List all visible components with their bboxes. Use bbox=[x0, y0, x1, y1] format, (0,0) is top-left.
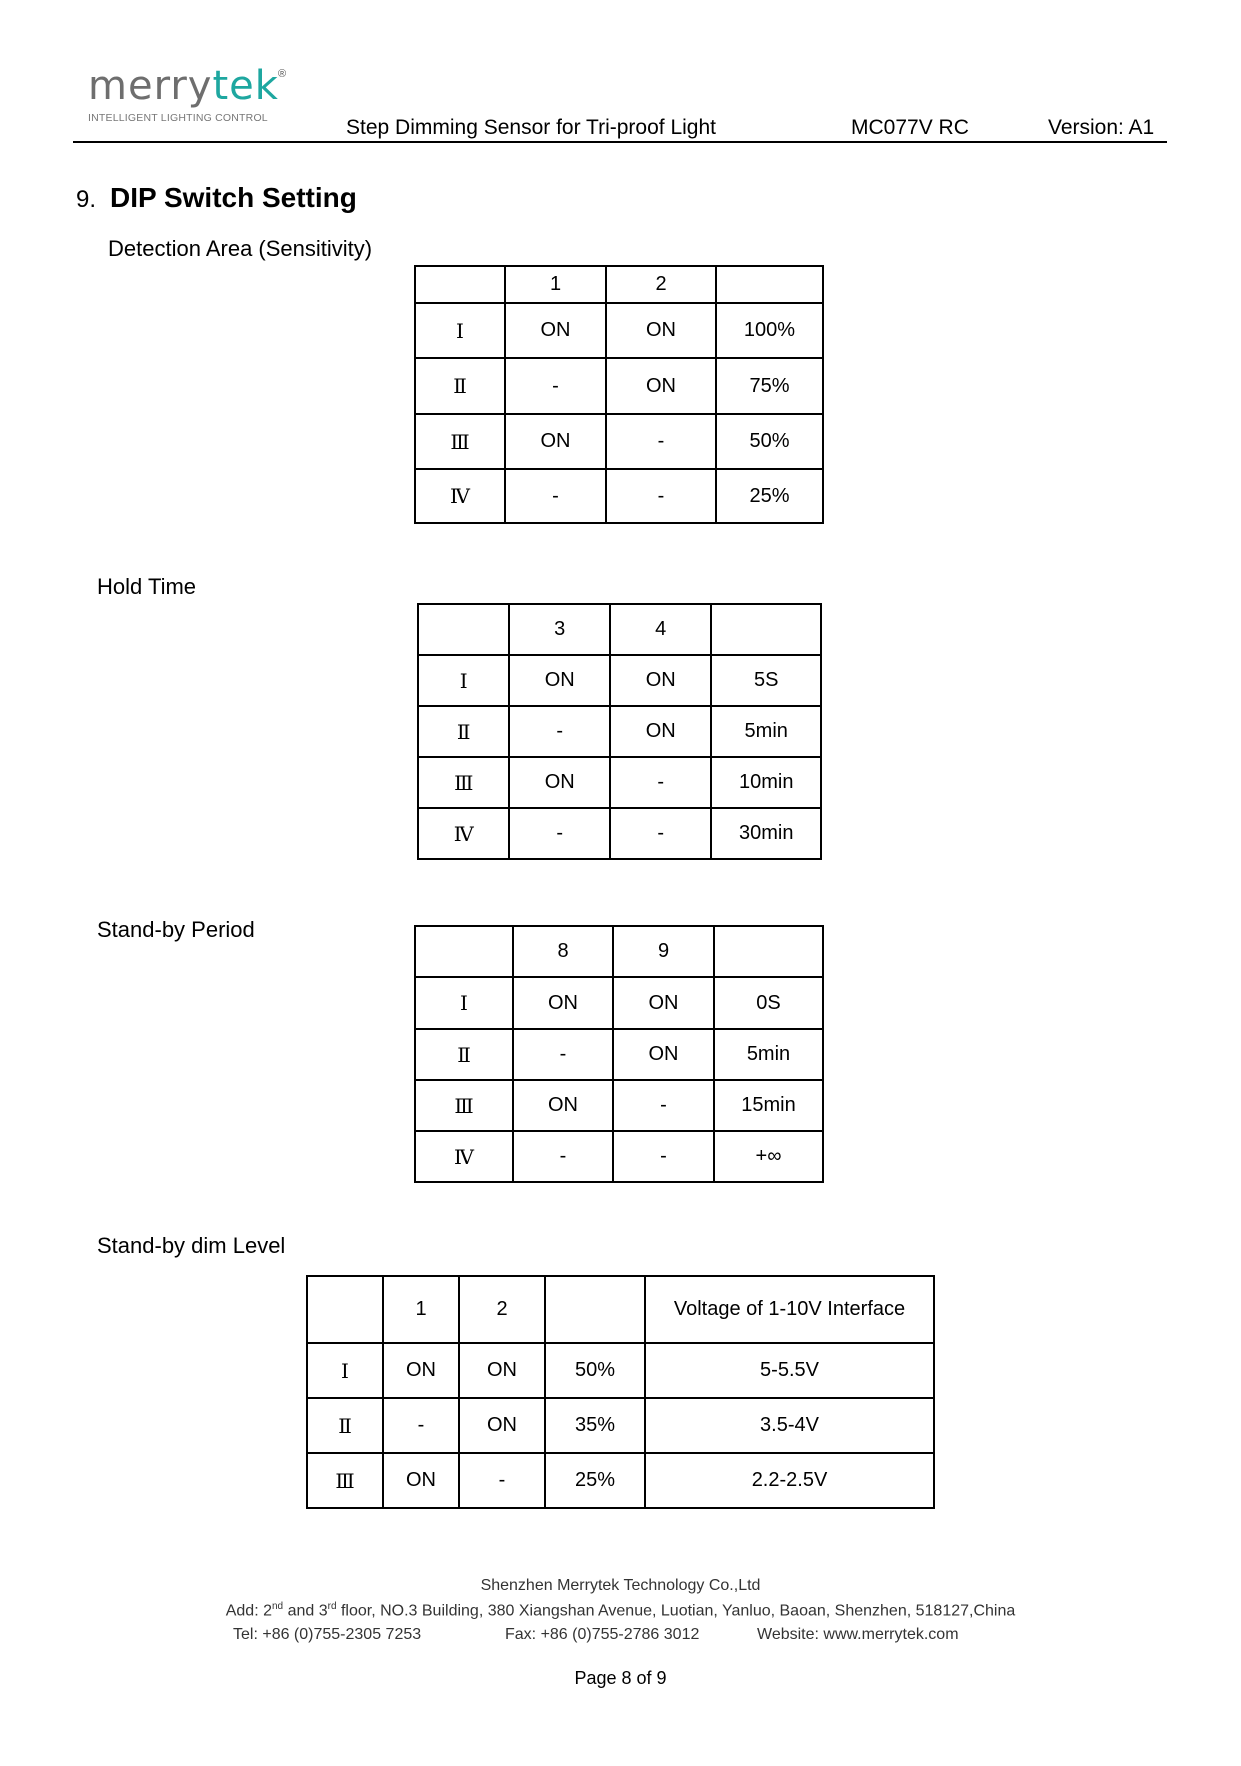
table-cell: ON bbox=[606, 303, 716, 358]
table-header-row bbox=[415, 266, 823, 303]
table-cell: 50% bbox=[545, 1343, 645, 1398]
table-cell: 5S bbox=[711, 655, 821, 706]
hold-time-heading: Hold Time bbox=[97, 574, 197, 599]
table-cell: 1 bbox=[505, 266, 606, 303]
table-cell: Ⅳ bbox=[418, 808, 509, 859]
table-header-row bbox=[415, 926, 823, 977]
table-cell: 0S bbox=[714, 977, 823, 1029]
table-cell: ON bbox=[459, 1398, 545, 1453]
table-cell bbox=[716, 266, 823, 303]
table-row bbox=[415, 414, 823, 469]
table-row bbox=[415, 303, 823, 358]
page-number: Page 8 of 9 bbox=[574, 1668, 667, 1688]
table-cell: 2 bbox=[459, 1276, 545, 1343]
table-cell: - bbox=[606, 414, 716, 469]
table-header-row bbox=[307, 1276, 934, 1343]
table-row bbox=[307, 1398, 934, 1453]
table-cell: - bbox=[606, 469, 716, 523]
table-cell: Ⅰ bbox=[415, 977, 513, 1029]
table-row bbox=[418, 706, 821, 757]
table-cell: 4 bbox=[610, 604, 712, 655]
model-number: MC077V RC bbox=[851, 116, 969, 139]
footer-company: Shenzhen Merrytek Technology Co.,Ltd bbox=[480, 1577, 761, 1594]
table-cell: Ⅱ bbox=[415, 1029, 513, 1080]
table-row bbox=[415, 358, 823, 414]
document-version: Version: A1 bbox=[1048, 116, 1155, 139]
table-cell: 9 bbox=[613, 926, 714, 977]
table-row bbox=[418, 808, 821, 859]
table-cell: Ⅰ bbox=[418, 655, 509, 706]
table-row bbox=[418, 655, 821, 706]
table-cell bbox=[714, 926, 823, 977]
table-cell: 5-5.5V bbox=[645, 1343, 934, 1398]
table-cell: 15min bbox=[714, 1080, 823, 1131]
table-header-row bbox=[418, 604, 821, 655]
table-row bbox=[307, 1343, 934, 1398]
table-cell: ON bbox=[505, 303, 606, 358]
table-cell: 25% bbox=[545, 1453, 645, 1508]
table-cell: Ⅲ bbox=[415, 414, 505, 469]
section-number: 9. bbox=[76, 186, 97, 213]
table-cell: Ⅱ bbox=[307, 1398, 383, 1453]
section-title: DIP Switch Setting bbox=[110, 182, 357, 213]
table-cell: ON bbox=[383, 1343, 459, 1398]
table-cell bbox=[418, 604, 509, 655]
table-cell bbox=[307, 1276, 383, 1343]
table-cell: ON bbox=[610, 706, 712, 757]
table-cell: - bbox=[613, 1131, 714, 1182]
table-cell: - bbox=[459, 1453, 545, 1508]
table-cell: Ⅲ bbox=[418, 757, 509, 808]
table-cell: 100% bbox=[716, 303, 823, 358]
table-cell: Ⅱ bbox=[418, 706, 509, 757]
footer-fax: Fax: +86 (0)755-2786 3012 bbox=[505, 1626, 700, 1643]
table-cell: - bbox=[613, 1080, 714, 1131]
table-cell: ON bbox=[505, 414, 606, 469]
standby-period-table bbox=[414, 925, 824, 1183]
hold-time-table bbox=[417, 603, 822, 860]
table-cell bbox=[415, 266, 505, 303]
table-row bbox=[415, 1131, 823, 1182]
table-cell: 25% bbox=[716, 469, 823, 523]
table-cell: ON bbox=[459, 1343, 545, 1398]
table-cell: - bbox=[513, 1131, 613, 1182]
table-cell: Ⅲ bbox=[307, 1453, 383, 1508]
table-row bbox=[415, 1029, 823, 1080]
table-cell: ON bbox=[613, 977, 714, 1029]
table-cell: ON bbox=[509, 655, 609, 706]
table-cell: - bbox=[513, 1029, 613, 1080]
table-cell: 50% bbox=[716, 414, 823, 469]
table-row bbox=[418, 757, 821, 808]
table-cell: 30min bbox=[711, 808, 821, 859]
detection-area-table bbox=[414, 265, 824, 524]
table-row bbox=[307, 1453, 934, 1508]
table-cell: Ⅳ bbox=[415, 1131, 513, 1182]
table-cell: - bbox=[505, 469, 606, 523]
registered-mark: ® bbox=[278, 68, 287, 80]
table-cell: 3 bbox=[509, 604, 609, 655]
table-cell: 2.2-2.5V bbox=[645, 1453, 934, 1508]
table-cell: 75% bbox=[716, 358, 823, 414]
table-cell: ON bbox=[513, 977, 613, 1029]
table-cell bbox=[415, 926, 513, 977]
table-cell: ON bbox=[610, 655, 712, 706]
section-heading bbox=[76, 182, 357, 214]
table-cell: ON bbox=[606, 358, 716, 414]
table-cell: ON bbox=[513, 1080, 613, 1131]
table-row bbox=[415, 1080, 823, 1131]
table-cell bbox=[545, 1276, 645, 1343]
table-cell: 10min bbox=[711, 757, 821, 808]
table-cell: Ⅳ bbox=[415, 469, 505, 523]
table-cell: 1 bbox=[383, 1276, 459, 1343]
table-cell: 8 bbox=[513, 926, 613, 977]
table-cell: - bbox=[505, 358, 606, 414]
table-cell: Ⅲ bbox=[415, 1080, 513, 1131]
standby-dim-table bbox=[306, 1275, 935, 1509]
document-title: Step Dimming Sensor for Tri-proof Light bbox=[346, 116, 716, 139]
standby-period-heading: Stand-by Period bbox=[97, 917, 255, 942]
table-cell: Ⅰ bbox=[415, 303, 505, 358]
detection-area-heading: Detection Area (Sensitivity) bbox=[108, 236, 373, 261]
table-cell: +∞ bbox=[714, 1131, 823, 1182]
table-cell: 35% bbox=[545, 1398, 645, 1453]
table-cell: Voltage of 1-10V Interface bbox=[645, 1276, 934, 1343]
footer-address: Add: 2nd and 3rd floor, NO.3 Building, 380 Xiangshan Avenue, Luotian, Yanluo, Baoan, Shenzhen, 518127,China bbox=[225, 1601, 1016, 1620]
logo-wordmark: merrytek bbox=[88, 63, 279, 109]
table-cell: 3.5-4V bbox=[645, 1398, 934, 1453]
footer-tel: Tel: +86 (0)755-2305 7253 bbox=[233, 1626, 422, 1643]
table-row bbox=[415, 977, 823, 1029]
table-cell: - bbox=[383, 1398, 459, 1453]
logo-tagline: INTELLIGENT LIGHTING CONTROL bbox=[88, 112, 268, 124]
table-cell: ON bbox=[509, 757, 609, 808]
table-cell: 5min bbox=[711, 706, 821, 757]
table-row bbox=[415, 469, 823, 523]
table-cell bbox=[711, 604, 821, 655]
merrytek-logo bbox=[88, 63, 287, 124]
table-cell: Ⅱ bbox=[415, 358, 505, 414]
table-cell: ON bbox=[613, 1029, 714, 1080]
standby-dim-heading: Stand-by dim Level bbox=[97, 1233, 286, 1258]
header-divider bbox=[73, 141, 1167, 143]
table-cell: - bbox=[509, 808, 609, 859]
table-cell: 2 bbox=[606, 266, 716, 303]
table-cell: - bbox=[509, 706, 609, 757]
table-cell: - bbox=[610, 757, 712, 808]
table-cell: Ⅰ bbox=[307, 1343, 383, 1398]
table-cell: - bbox=[610, 808, 712, 859]
footer-website: Website: www.merrytek.com bbox=[757, 1626, 959, 1643]
table-cell: 5min bbox=[714, 1029, 823, 1080]
table-cell: ON bbox=[383, 1453, 459, 1508]
